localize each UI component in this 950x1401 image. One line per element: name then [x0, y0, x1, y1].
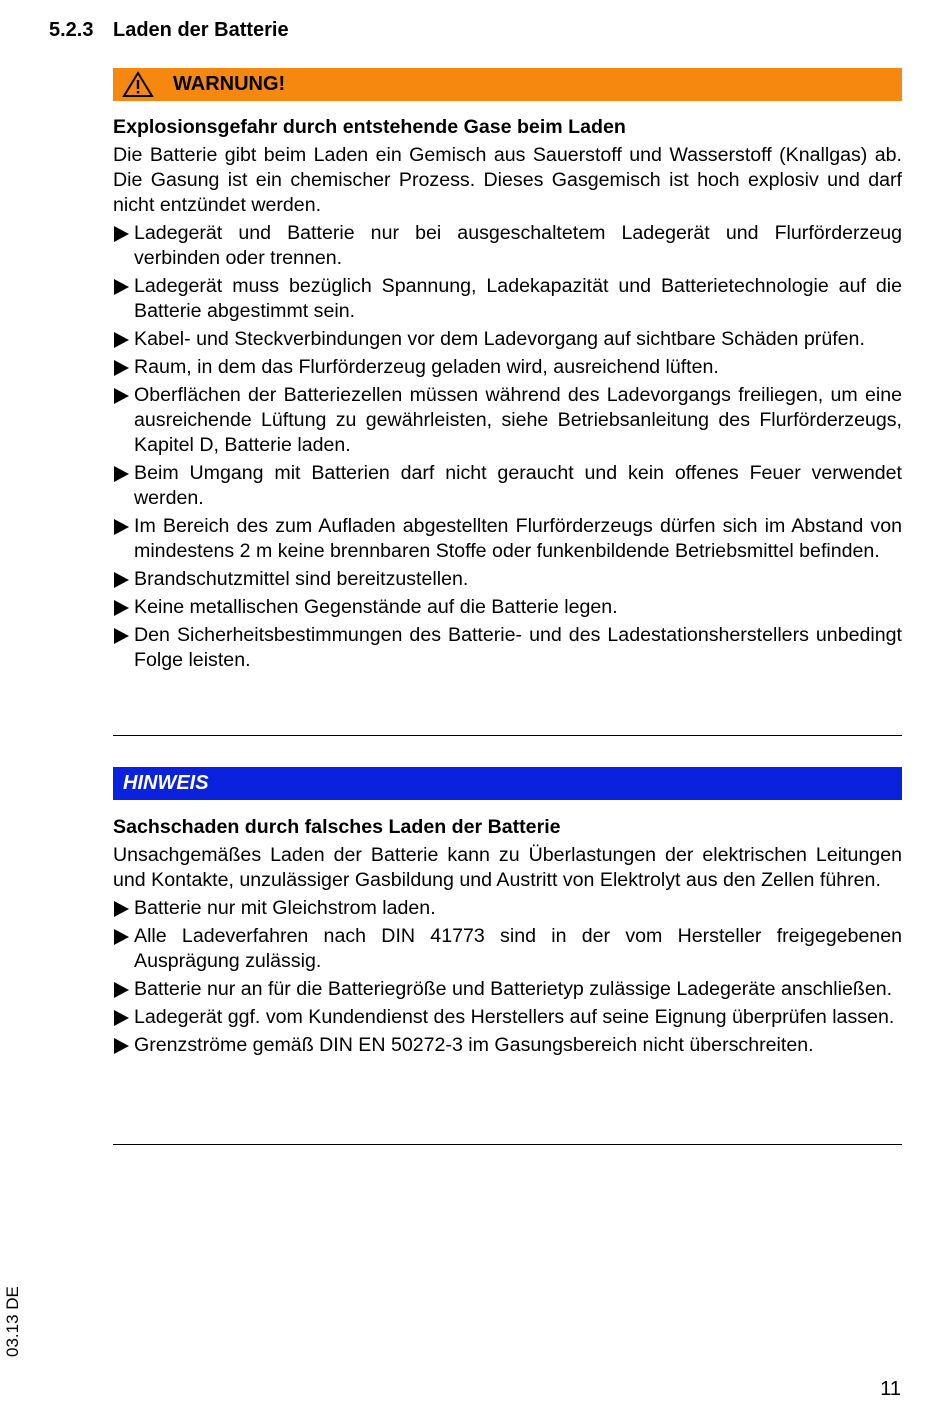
warning-intro: Die Batterie gibt beim Laden ein Gemisch aus Sauerstoff und Wasserstoff (Knallgas) ab. Die Gasung ist ein chemischer Prozess. Dieses Gasgemisch ist hoch explosiv und darf nicht entzündet werden.	[113, 144, 902, 216]
hint-label: HINWEIS	[123, 772, 209, 794]
warning-label: WARNUNG!	[173, 73, 286, 95]
bullet-arrow-icon	[114, 332, 129, 348]
hint-content	[113, 815, 902, 1061]
hint-title: Sachschaden durch falsches Laden der Batterie	[113, 816, 561, 838]
bullet-arrow-icon	[114, 1010, 129, 1026]
list-item: Grenzströme gemäß DIN EN 50272-3 im Gasungsbereich nicht überschreiten.	[113, 1033, 902, 1058]
bullet-arrow-icon	[114, 279, 129, 295]
bullet-arrow-icon	[114, 901, 129, 917]
warning-triangle-icon	[122, 71, 154, 98]
warning-title: Explosionsgefahr durch entstehende Gase beim Laden	[113, 116, 626, 138]
bullet-arrow-icon	[114, 982, 129, 998]
list-item: Ladegerät und Batterie nur bei ausgeschaltetem Ladegerät und Flurförderzeug verbinden oder trennen.	[113, 221, 902, 271]
hint-end-rule	[113, 1144, 902, 1145]
section-heading	[49, 19, 289, 42]
list-item: Oberflächen der Batteriezellen müssen während des Ladevorgangs freiliegen, um eine ausreichende Lüftung zu gewährleisten, siehe Betriebsanleitung des Flurförderzeugs, Kapitel D, Batterie laden.	[113, 383, 902, 458]
hint-intro: Unsachgemäßes Laden der Batterie kann zu Überlastungen der elektrischen Leitungen und Kontakte, unzulässiger Gasbildung und Austritt von Elektrolyt aus den Zellen führen.	[113, 844, 902, 891]
bullet-arrow-icon	[114, 360, 129, 376]
warning-list	[113, 221, 902, 673]
list-item: Batterie nur mit Gleichstrom laden.	[113, 896, 902, 921]
hint-list	[113, 896, 902, 1058]
bullet-arrow-icon	[114, 628, 129, 644]
bullet-arrow-icon	[114, 226, 129, 242]
list-item: Keine metallischen Gegenstände auf die Batterie legen.	[113, 595, 902, 620]
list-item: Beim Umgang mit Batterien darf nicht geraucht und kein offenes Feuer verwendet werden.	[113, 461, 902, 511]
edition-label: 03.13 DE	[3, 1286, 22, 1357]
list-item: Kabel- und Steckverbindungen vor dem Ladevorgang auf sichtbare Schäden prüfen.	[113, 327, 902, 352]
bullet-arrow-icon	[114, 600, 129, 616]
list-item: Ladegerät ggf. vom Kundendienst des Herstellers auf seine Eignung überprüfen lassen.	[113, 1005, 902, 1030]
list-item: Ladegerät muss bezüglich Spannung, Ladekapazität und Batterietechnologie auf die Batterie abgestimmt sein.	[113, 274, 902, 324]
bullet-arrow-icon	[114, 1038, 129, 1054]
warning-bar	[113, 68, 902, 101]
warning-end-rule	[113, 735, 902, 736]
bullet-arrow-icon	[114, 929, 129, 945]
list-item: Alle Ladeverfahren nach DIN 41773 sind in der vom Hersteller freigegebenen Ausprägung zulässig.	[113, 924, 902, 974]
bullet-arrow-icon	[114, 388, 129, 404]
bullet-arrow-icon	[114, 519, 129, 535]
page-number: 11	[880, 1378, 901, 1400]
list-item: Brandschutzmittel sind bereitzustellen.	[113, 567, 902, 592]
section-number: 5.2.3	[49, 19, 94, 41]
bullet-arrow-icon	[114, 466, 129, 482]
list-item: Batterie nur an für die Batteriegröße und Batterietyp zulässige Ladegeräte anschließen.	[113, 977, 902, 1002]
list-item: Den Sicherheitsbestimmungen des Batterie- und des Ladestationsherstellers unbedingt Folge leisten.	[113, 623, 902, 673]
bullet-arrow-icon	[114, 572, 129, 588]
section-title: Laden der Batterie	[113, 19, 289, 41]
list-item: Raum, in dem das Flurförderzeug geladen wird, ausreichend lüften.	[113, 355, 902, 380]
warning-content	[113, 115, 902, 676]
list-item: Im Bereich des zum Aufladen abgestellten Flurförderzeugs dürfen sich im Abstand von mindestens 2 m keine brennbaren Stoffe oder funkenbildende Betriebsmittel befinden.	[113, 514, 902, 564]
hint-bar	[113, 767, 902, 800]
